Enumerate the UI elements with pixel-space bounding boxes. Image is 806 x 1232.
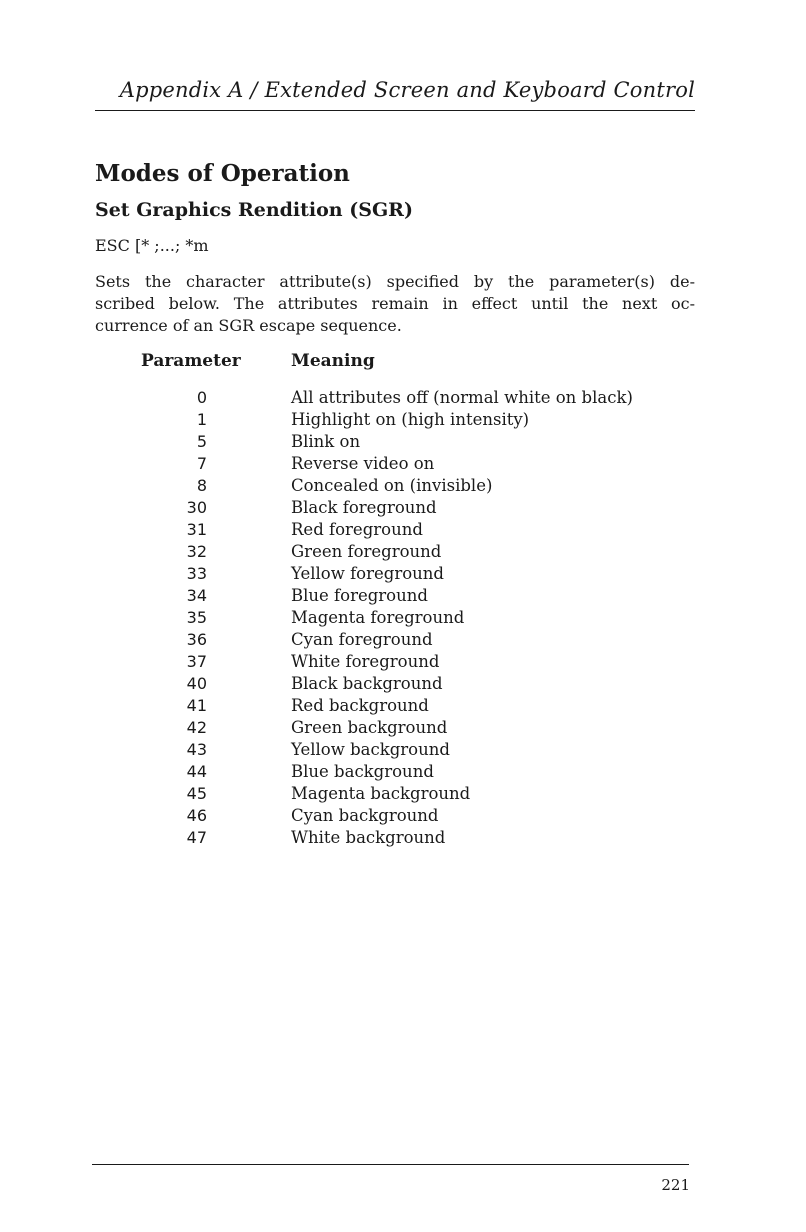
table-row: [140, 651, 700, 673]
table-row: [140, 519, 700, 541]
table-row: [140, 585, 700, 607]
table-row: [140, 453, 700, 475]
parameter-code: 30: [186, 498, 207, 517]
parameter-meaning: Blink on: [291, 432, 361, 451]
parameter-meaning: Cyan foreground: [291, 630, 433, 649]
escape-sequence: ESC [* ;...; *m: [95, 236, 209, 255]
parameter-meaning: Cyan background: [291, 806, 439, 825]
table-row: [140, 783, 700, 805]
parameter-meaning: Red foreground: [291, 520, 423, 539]
parameter-code: 37: [186, 652, 207, 671]
parameter-table: [140, 387, 700, 849]
table-row: [140, 387, 700, 409]
parameter-code: 36: [186, 630, 207, 649]
page-number: 221: [661, 1176, 690, 1194]
table-row: [140, 761, 700, 783]
table-row: [140, 409, 700, 431]
table-row: [140, 673, 700, 695]
parameter-code: 34: [186, 586, 207, 605]
table-row: [140, 695, 700, 717]
parameter-meaning: Highlight on (high intensity): [291, 410, 530, 429]
parameter-meaning: White foreground: [291, 652, 440, 671]
parameter-meaning: Black foreground: [291, 498, 437, 517]
table-row: [140, 431, 700, 453]
parameter-code: 1: [196, 410, 207, 429]
parameter-meaning: All attributes off (normal white on black): [291, 388, 633, 407]
table-row: [140, 563, 700, 585]
parameter-code: 40: [186, 674, 207, 693]
parameter-meaning: Yellow background: [291, 740, 450, 759]
parameter-code: 31: [186, 520, 207, 539]
table-row: [140, 541, 700, 563]
description-line: Sets the character attribute(s) specified by the parameter(s) de-: [95, 272, 695, 291]
parameter-code: 0: [196, 388, 207, 407]
parameter-code: 42: [186, 718, 207, 737]
description-line: currence of an SGR escape sequence.: [95, 316, 402, 335]
parameter-meaning: Yellow foreground: [291, 564, 444, 583]
subsection-title: Set Graphics Rendition (SGR): [95, 199, 413, 221]
parameter-code: 44: [186, 762, 207, 781]
parameter-meaning: Black background: [291, 674, 443, 693]
parameter-meaning: Green background: [291, 718, 448, 737]
parameter-code: 47: [186, 828, 207, 847]
section-title: Modes of Operation: [95, 160, 350, 187]
parameter-meaning: Green foreground: [291, 542, 442, 561]
parameter-code: 8: [196, 476, 207, 495]
column-header-meaning: Meaning: [291, 351, 375, 371]
table-row: [140, 805, 700, 827]
parameter-code: 32: [186, 542, 207, 561]
parameter-meaning: Red background: [291, 696, 429, 715]
parameter-code: 35: [186, 608, 207, 627]
table-row: [140, 607, 700, 629]
parameter-code: 5: [196, 432, 207, 451]
parameter-meaning: Magenta foreground: [291, 608, 465, 627]
table-row: [140, 475, 700, 497]
parameter-meaning: Blue foreground: [291, 586, 428, 605]
description-line: scribed below. The attributes remain in effect until the next oc-: [95, 294, 695, 313]
parameter-meaning: White background: [291, 828, 446, 847]
parameter-code: 41: [186, 696, 207, 715]
parameter-code: 33: [186, 564, 207, 583]
footer-rule: [92, 1164, 689, 1165]
description-paragraph: [95, 271, 695, 337]
running-head: Appendix A / Extended Screen and Keyboard Control: [119, 78, 695, 102]
parameter-meaning: Reverse video on: [291, 454, 435, 473]
table-row: [140, 629, 700, 651]
header-rule: [95, 110, 695, 111]
parameter-code: 7: [196, 454, 207, 473]
parameter-code: 46: [186, 806, 207, 825]
parameter-meaning: Concealed on (invisible): [291, 476, 493, 495]
column-header-parameter: Parameter: [141, 351, 241, 371]
table-row: [140, 717, 700, 739]
table-row: [140, 739, 700, 761]
table-row: [140, 497, 700, 519]
parameter-code: 45: [186, 784, 207, 803]
parameter-meaning: Blue background: [291, 762, 434, 781]
parameter-meaning: Magenta background: [291, 784, 471, 803]
parameter-code: 43: [186, 740, 207, 759]
table-row: [140, 827, 700, 849]
